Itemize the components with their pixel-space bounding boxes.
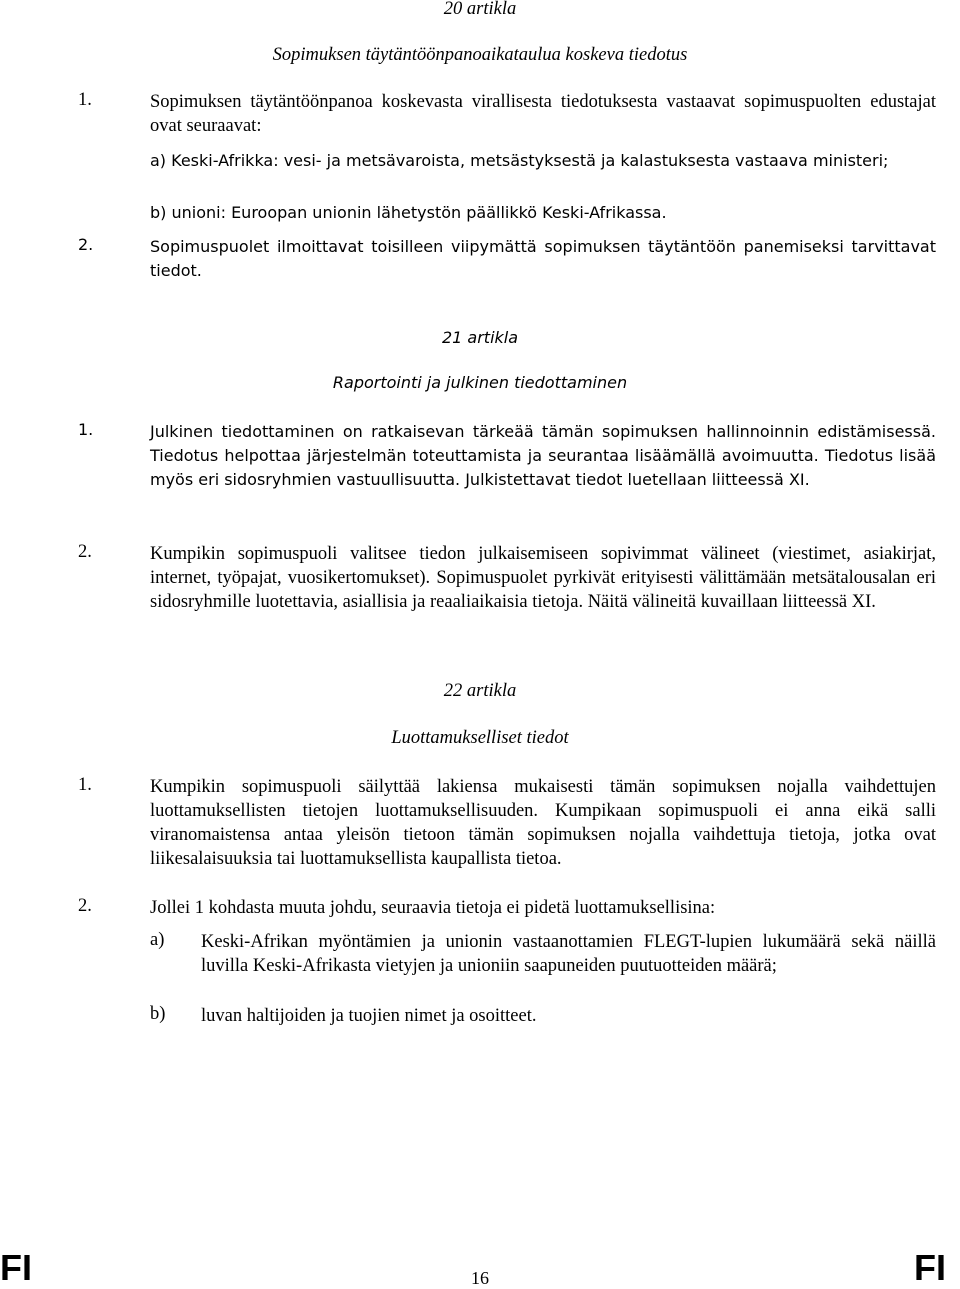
article-22-item-a-label: a) [150,930,165,950]
article-20-para-2-text: Sopimuspuolet ilmoittavat toisilleen viipymättä sopimuksen täytäntöön panemiseksi tarvittavat tiedot. [150,237,936,280]
article-21-para-1-text: Julkinen tiedottaminen on ratkaisevan tärkeää tämän sopimuksen hallinnoinnin edistämisessä. Tiedotus helpottaa järjestelmän toteuttamista ja seurantaa lisäämällä avoimuutta. Tiedotus lisää myös eri sidosryhmien vastuullisuutta. Julkistettavat tiedot luetellaan liitteessä XI. [150,422,936,489]
article-22-para-2-text: Jollei 1 kohdasta muuta johdu, seuraavia tietoja ei pidetä luottamuksellisina: [150,898,716,918]
article-20-title: Sopimuksen täytäntöönpanoaikataulua koskeva tiedotus [272,45,688,65]
article-22-item-a-text: Keski-Afrikan myöntämien ja unionin vastaanottamien FLEGT-lupien lukumäärä sekä näillä luvilla Keski-Afrikasta vietyjen ja unioniin saapuneiden puutuotteiden määrä; [201,932,936,976]
article-20-item-b: b) unioni: Euroopan unionin lähetystön päällikkö Keski-Afrikassa. [150,203,667,222]
article-22-item-b-text: luvan haltijoiden ja tuojien nimet ja osoitteet. [201,1006,537,1026]
article-21-para-1-number: 1. [78,420,94,439]
article-21-para-2-number: 2. [78,542,92,562]
article-20-item-a: a) Keski-Afrikka: vesi- ja metsävaroista, metsästyksestä ja kalastuksesta vastaava ministeri; [150,151,889,170]
footer-language-code-right: FI [914,1247,946,1288]
article-22-para-1-text: Kumpikin sopimuspuoli säilyttää lakiensa mukaisesti tämän sopimuksen nojalla vaihdettujen luottamuksellisten tietojen luottamuksellisuuden. Kumpikaan sopimuspuoli ei anna eikä salli viranomaistensa antaa yleisön tietoon tämän sopimuksen nojalla vaihdettuja tietoja, jotka ovat liikesalaisuuksia tai luottamuksellista kaupallista tietoa. [150,777,936,869]
article-22-item-b-label: b) [150,1004,166,1024]
article-21-para-2-text: Kumpikin sopimuspuoli valitsee tiedon julkaisemiseen sopivimmat välineet (viestimet, asiakirjat, internet, työpajat, vuosikertomukset). Sopimuspuolet pyrkivät erityisesti välittämään metsätalousalan eri sidosryhmille luotettavia, asiallisia ja reaaliaikaisia tietoja. Näitä välineitä kuvaillaan liitteessä XI. [150,544,936,612]
article-20-para-2-number: 2. [78,235,94,254]
article-20-para-1-text: Sopimuksen täytäntöönpanoa koskevasta virallisesta tiedotuksesta vastaavat sopimuspuolten edustajat ovat seuraavat: [150,92,936,136]
article-22-title: Luottamukselliset tiedot [391,728,569,748]
article-21-title: Raportointi ja julkinen tiedottaminen [332,373,628,392]
footer-language-code-left: FI [0,1247,32,1288]
article-22-heading: 22 artikla [443,681,517,701]
article-22-para-1-number: 1. [78,775,92,795]
article-22-para-2-number: 2. [78,896,92,916]
page-number: 16 [471,1268,489,1288]
article-20-heading: 20 artikla [443,0,517,19]
article-21-heading: 21 artikla [441,328,519,347]
article-20-para-1-number: 1. [78,90,92,110]
